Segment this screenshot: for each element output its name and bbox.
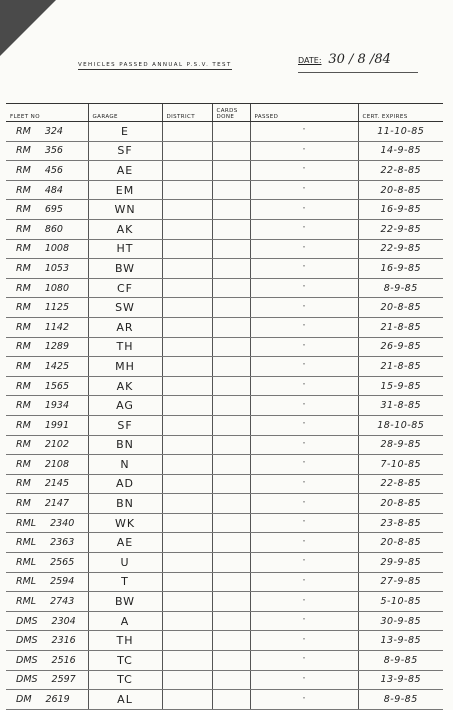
fleet-type: RML bbox=[16, 517, 37, 529]
garage-cell: TH bbox=[88, 337, 162, 357]
fleet-number: 324 bbox=[44, 125, 63, 137]
district-cell bbox=[162, 357, 212, 377]
fleet-number: 2516 bbox=[51, 654, 76, 666]
cards-done-cell bbox=[212, 219, 250, 239]
cert-expires-cell: 29-9-85 bbox=[358, 553, 443, 573]
fleet-no-cell bbox=[6, 278, 88, 298]
fleet-no-cell bbox=[6, 435, 88, 455]
passed-cell: " bbox=[250, 494, 358, 514]
fleet-type: RM bbox=[16, 380, 31, 392]
col-header-fleet-no: FLEET NO bbox=[6, 104, 88, 122]
table-row bbox=[6, 415, 443, 435]
fleet-type: RM bbox=[16, 498, 31, 510]
table-row bbox=[6, 553, 443, 573]
cert-expires-cell: 20-8-85 bbox=[358, 533, 443, 553]
fleet-number: 2597 bbox=[51, 674, 76, 686]
fleet-number: 2304 bbox=[51, 615, 76, 627]
passed-cell: " bbox=[250, 690, 358, 710]
fleet-no-cell bbox=[6, 259, 88, 279]
cards-done-cell bbox=[212, 415, 250, 435]
fleet-type: RM bbox=[16, 458, 31, 470]
garage-cell: U bbox=[88, 553, 162, 573]
fleet-no-cell bbox=[6, 651, 88, 671]
fleet-no-cell bbox=[6, 474, 88, 494]
fleet-number: 1289 bbox=[44, 341, 69, 353]
fleet-no-cell bbox=[6, 494, 88, 514]
fleet-no-cell bbox=[6, 670, 88, 690]
district-cell bbox=[162, 219, 212, 239]
fleet-number: 1565 bbox=[44, 380, 69, 392]
garage-cell: SF bbox=[88, 415, 162, 435]
date-underline bbox=[298, 72, 418, 73]
district-cell bbox=[162, 455, 212, 475]
cards-done-cell bbox=[212, 572, 250, 592]
cert-expires-cell: 22-9-85 bbox=[358, 219, 443, 239]
cert-expires-cell: 8-9-85 bbox=[358, 278, 443, 298]
fleet-no-cell bbox=[6, 219, 88, 239]
table-row bbox=[6, 611, 443, 631]
table-row bbox=[6, 180, 443, 200]
fleet-number: 456 bbox=[44, 164, 63, 176]
cards-done-cell bbox=[212, 122, 250, 142]
district-cell bbox=[162, 631, 212, 651]
district-cell bbox=[162, 474, 212, 494]
cert-expires-cell: 22-8-85 bbox=[358, 161, 443, 181]
fleet-type: DMS bbox=[16, 654, 38, 666]
fleet-type: RM bbox=[16, 184, 31, 196]
fleet-number: 2340 bbox=[50, 517, 75, 529]
sheet-title: VEHICLES PASSED ANNUAL P.S.V. TEST bbox=[78, 62, 232, 68]
cards-done-cell bbox=[212, 435, 250, 455]
district-cell bbox=[162, 298, 212, 318]
fleet-type: RM bbox=[16, 302, 31, 314]
date-field bbox=[298, 52, 391, 67]
cert-expires-cell: 8-9-85 bbox=[358, 651, 443, 671]
fleet-type: DMS bbox=[16, 635, 38, 647]
col-header-cards-done: CARDS DONE bbox=[212, 104, 250, 122]
cert-expires-cell: 14-9-85 bbox=[358, 141, 443, 161]
fleet-no-cell bbox=[6, 376, 88, 396]
fleet-no-cell bbox=[6, 631, 88, 651]
garage-cell: A bbox=[88, 611, 162, 631]
cards-done-cell bbox=[212, 533, 250, 553]
cards-done-cell bbox=[212, 141, 250, 161]
cert-expires-cell: 5-10-85 bbox=[358, 592, 443, 612]
fleet-number: 2594 bbox=[50, 576, 75, 588]
district-cell bbox=[162, 690, 212, 710]
table-row bbox=[6, 592, 443, 612]
fleet-no-cell bbox=[6, 141, 88, 161]
table-row bbox=[6, 161, 443, 181]
district-cell bbox=[162, 611, 212, 631]
fleet-no-cell bbox=[6, 455, 88, 475]
garage-cell: SF bbox=[88, 141, 162, 161]
district-cell bbox=[162, 278, 212, 298]
passed-cell: " bbox=[250, 200, 358, 220]
cards-done-cell bbox=[212, 690, 250, 710]
passed-cell: " bbox=[250, 474, 358, 494]
col-header-garage: GARAGE bbox=[88, 104, 162, 122]
cards-done-cell bbox=[212, 200, 250, 220]
fleet-no-cell bbox=[6, 572, 88, 592]
garage-cell: AE bbox=[88, 533, 162, 553]
garage-cell: TH bbox=[88, 631, 162, 651]
fleet-no-cell bbox=[6, 553, 88, 573]
garage-cell: T bbox=[88, 572, 162, 592]
district-cell bbox=[162, 435, 212, 455]
cert-expires-cell: 21-8-85 bbox=[358, 317, 443, 337]
passed-cell: " bbox=[250, 259, 358, 279]
cert-expires-cell: 16-9-85 bbox=[358, 259, 443, 279]
cert-expires-cell: 20-8-85 bbox=[358, 298, 443, 318]
fleet-no-cell bbox=[6, 239, 88, 259]
fleet-no-cell bbox=[6, 298, 88, 318]
fleet-type: RM bbox=[16, 262, 31, 274]
cards-done-cell bbox=[212, 396, 250, 416]
garage-cell: N bbox=[88, 455, 162, 475]
fleet-no-cell bbox=[6, 690, 88, 710]
passed-cell: " bbox=[250, 415, 358, 435]
table-row bbox=[6, 513, 443, 533]
passed-cell: " bbox=[250, 651, 358, 671]
table-row bbox=[6, 337, 443, 357]
fleet-number: 2108 bbox=[44, 458, 69, 470]
garage-cell: MH bbox=[88, 357, 162, 377]
garage-cell: TC bbox=[88, 651, 162, 671]
cards-done-cell bbox=[212, 455, 250, 475]
fleet-no-cell bbox=[6, 357, 88, 377]
fleet-number: 356 bbox=[44, 145, 63, 157]
table-row bbox=[6, 690, 443, 710]
table-row bbox=[6, 259, 443, 279]
passed-cell: " bbox=[250, 357, 358, 377]
cards-done-cell bbox=[212, 631, 250, 651]
page-corner-fold bbox=[0, 0, 56, 56]
cert-expires-cell: 20-8-85 bbox=[358, 180, 443, 200]
district-cell bbox=[162, 553, 212, 573]
cards-done-cell bbox=[212, 278, 250, 298]
fleet-type: RML bbox=[16, 537, 37, 549]
garage-cell: AG bbox=[88, 396, 162, 416]
garage-cell: SW bbox=[88, 298, 162, 318]
fleet-no-cell bbox=[6, 161, 88, 181]
table-row bbox=[6, 651, 443, 671]
fleet-no-cell bbox=[6, 317, 88, 337]
cards-done-cell bbox=[212, 376, 250, 396]
fleet-number: 1008 bbox=[44, 243, 69, 255]
garage-cell: AE bbox=[88, 161, 162, 181]
fleet-type: RML bbox=[16, 556, 37, 568]
col-header-cert-expires: CERT. EXPIRES bbox=[358, 104, 443, 122]
district-cell bbox=[162, 180, 212, 200]
passed-cell: " bbox=[250, 396, 358, 416]
passed-cell: " bbox=[250, 337, 358, 357]
garage-cell: HT bbox=[88, 239, 162, 259]
col-header-district: DISTRICT bbox=[162, 104, 212, 122]
cards-done-cell bbox=[212, 161, 250, 181]
fleet-number: 695 bbox=[44, 204, 63, 216]
table-row bbox=[6, 317, 443, 337]
cards-done-cell bbox=[212, 474, 250, 494]
table-row bbox=[6, 122, 443, 142]
district-cell bbox=[162, 122, 212, 142]
garage-cell: CF bbox=[88, 278, 162, 298]
fleet-number: 1080 bbox=[44, 282, 69, 294]
fleet-number: 2102 bbox=[44, 439, 69, 451]
table-row bbox=[6, 474, 443, 494]
fleet-no-cell bbox=[6, 396, 88, 416]
cert-expires-cell: 18-10-85 bbox=[358, 415, 443, 435]
fleet-number: 2145 bbox=[44, 478, 69, 490]
table-row bbox=[6, 533, 443, 553]
cards-done-cell bbox=[212, 298, 250, 318]
fleet-type: RM bbox=[16, 321, 31, 333]
cert-expires-cell: 11-10-85 bbox=[358, 122, 443, 142]
col-header-passed: PASSED bbox=[250, 104, 358, 122]
fleet-number: 2619 bbox=[45, 694, 70, 706]
garage-cell: E bbox=[88, 122, 162, 142]
garage-cell: BW bbox=[88, 592, 162, 612]
fleet-type: RM bbox=[16, 478, 31, 490]
fleet-number: 1142 bbox=[44, 321, 69, 333]
table-row bbox=[6, 278, 443, 298]
cert-expires-cell: 8-9-85 bbox=[358, 690, 443, 710]
garage-cell: AL bbox=[88, 690, 162, 710]
fleet-no-cell bbox=[6, 513, 88, 533]
passed-cell: " bbox=[250, 455, 358, 475]
cert-expires-cell: 13-9-85 bbox=[358, 631, 443, 651]
fleet-number: 1053 bbox=[44, 262, 69, 274]
cert-expires-cell: 15-9-85 bbox=[358, 376, 443, 396]
district-cell bbox=[162, 572, 212, 592]
fleet-type: RM bbox=[16, 125, 31, 137]
garage-cell: BW bbox=[88, 259, 162, 279]
district-cell bbox=[162, 239, 212, 259]
passed-cell: " bbox=[250, 572, 358, 592]
district-cell bbox=[162, 396, 212, 416]
district-cell bbox=[162, 317, 212, 337]
cert-expires-cell: 22-9-85 bbox=[358, 239, 443, 259]
cards-done-cell bbox=[212, 337, 250, 357]
fleet-type: RM bbox=[16, 419, 31, 431]
district-cell bbox=[162, 141, 212, 161]
passed-cell: " bbox=[250, 513, 358, 533]
passed-cell: " bbox=[250, 376, 358, 396]
cards-done-cell bbox=[212, 611, 250, 631]
passed-cell: " bbox=[250, 533, 358, 553]
cert-expires-cell: 28-9-85 bbox=[358, 435, 443, 455]
table-row bbox=[6, 141, 443, 161]
cards-done-cell bbox=[212, 259, 250, 279]
garage-cell: BN bbox=[88, 435, 162, 455]
garage-cell: WK bbox=[88, 513, 162, 533]
cards-done-cell bbox=[212, 494, 250, 514]
garage-cell: EM bbox=[88, 180, 162, 200]
passed-cell: " bbox=[250, 298, 358, 318]
cards-done-cell bbox=[212, 513, 250, 533]
cert-expires-cell: 26-9-85 bbox=[358, 337, 443, 357]
fleet-type: RM bbox=[16, 145, 31, 157]
fleet-type: RM bbox=[16, 341, 31, 353]
fleet-no-cell bbox=[6, 611, 88, 631]
fleet-type: RML bbox=[16, 576, 37, 588]
fleet-number: 2316 bbox=[51, 635, 76, 647]
fleet-type: RM bbox=[16, 204, 31, 216]
fleet-type: DMS bbox=[16, 674, 38, 686]
table-row bbox=[6, 494, 443, 514]
garage-cell: AK bbox=[88, 219, 162, 239]
passed-cell: " bbox=[250, 631, 358, 651]
vehicle-table bbox=[6, 103, 443, 710]
passed-cell: " bbox=[250, 239, 358, 259]
cert-expires-cell: 20-8-85 bbox=[358, 494, 443, 514]
cards-done-cell bbox=[212, 670, 250, 690]
cards-done-cell bbox=[212, 317, 250, 337]
date-label: DATE: bbox=[298, 56, 322, 65]
passed-cell: " bbox=[250, 141, 358, 161]
table-header-row bbox=[6, 104, 443, 122]
cert-expires-cell: 31-8-85 bbox=[358, 396, 443, 416]
cert-expires-cell: 27-9-85 bbox=[358, 572, 443, 592]
district-cell bbox=[162, 415, 212, 435]
fleet-no-cell bbox=[6, 415, 88, 435]
date-value: 30 / 8 /84 bbox=[328, 52, 391, 67]
table-row bbox=[6, 572, 443, 592]
fleet-number: 1425 bbox=[44, 360, 69, 372]
table-row bbox=[6, 396, 443, 416]
passed-cell: " bbox=[250, 317, 358, 337]
table-row bbox=[6, 435, 443, 455]
passed-cell: " bbox=[250, 219, 358, 239]
district-cell bbox=[162, 161, 212, 181]
fleet-number: 2147 bbox=[44, 498, 69, 510]
district-cell bbox=[162, 259, 212, 279]
fleet-type: RM bbox=[16, 243, 31, 255]
district-cell bbox=[162, 533, 212, 553]
table-row bbox=[6, 376, 443, 396]
fleet-number: 2743 bbox=[50, 596, 75, 608]
fleet-no-cell bbox=[6, 337, 88, 357]
table-row bbox=[6, 357, 443, 377]
fleet-type: RM bbox=[16, 282, 31, 294]
garage-cell: AR bbox=[88, 317, 162, 337]
fleet-no-cell bbox=[6, 533, 88, 553]
fleet-number: 1934 bbox=[44, 400, 69, 412]
fleet-number: 860 bbox=[44, 223, 63, 235]
table-row bbox=[6, 239, 443, 259]
passed-cell: " bbox=[250, 435, 358, 455]
passed-cell: " bbox=[250, 670, 358, 690]
garage-cell: WN bbox=[88, 200, 162, 220]
cert-expires-cell: 13-9-85 bbox=[358, 670, 443, 690]
table-row bbox=[6, 219, 443, 239]
fleet-number: 1125 bbox=[44, 302, 69, 314]
fleet-number: 484 bbox=[44, 184, 63, 196]
district-cell bbox=[162, 670, 212, 690]
fleet-number: 2565 bbox=[50, 556, 75, 568]
fleet-no-cell bbox=[6, 592, 88, 612]
cards-done-cell bbox=[212, 592, 250, 612]
cert-expires-cell: 16-9-85 bbox=[358, 200, 443, 220]
cert-expires-cell: 22-8-85 bbox=[358, 474, 443, 494]
fleet-type: RM bbox=[16, 360, 31, 372]
passed-cell: " bbox=[250, 553, 358, 573]
district-cell bbox=[162, 513, 212, 533]
district-cell bbox=[162, 592, 212, 612]
garage-cell: BN bbox=[88, 494, 162, 514]
table-row bbox=[6, 631, 443, 651]
table-row bbox=[6, 298, 443, 318]
fleet-no-cell bbox=[6, 122, 88, 142]
cert-expires-cell: 7-10-85 bbox=[358, 455, 443, 475]
cert-expires-cell: 23-8-85 bbox=[358, 513, 443, 533]
passed-cell: " bbox=[250, 122, 358, 142]
fleet-type: RM bbox=[16, 164, 31, 176]
district-cell bbox=[162, 651, 212, 671]
cards-done-cell bbox=[212, 239, 250, 259]
fleet-type: RM bbox=[16, 439, 31, 451]
cards-done-cell bbox=[212, 357, 250, 377]
cards-done-cell bbox=[212, 180, 250, 200]
cards-done-cell bbox=[212, 651, 250, 671]
fleet-no-cell bbox=[6, 180, 88, 200]
table-row bbox=[6, 200, 443, 220]
district-cell bbox=[162, 376, 212, 396]
table-row bbox=[6, 670, 443, 690]
fleet-type: DMS bbox=[16, 615, 38, 627]
passed-cell: " bbox=[250, 180, 358, 200]
fleet-no-cell bbox=[6, 200, 88, 220]
district-cell bbox=[162, 494, 212, 514]
fleet-type: RM bbox=[16, 400, 31, 412]
fleet-number: 2363 bbox=[50, 537, 75, 549]
passed-cell: " bbox=[250, 611, 358, 631]
garage-cell: AD bbox=[88, 474, 162, 494]
passed-cell: " bbox=[250, 161, 358, 181]
passed-cell: " bbox=[250, 278, 358, 298]
fleet-number: 1991 bbox=[44, 419, 69, 431]
fleet-type: RML bbox=[16, 596, 37, 608]
passed-cell: " bbox=[250, 592, 358, 612]
garage-cell: TC bbox=[88, 670, 162, 690]
cards-done-cell bbox=[212, 553, 250, 573]
cert-expires-cell: 30-9-85 bbox=[358, 611, 443, 631]
fleet-type: RM bbox=[16, 223, 31, 235]
cert-expires-cell: 21-8-85 bbox=[358, 357, 443, 377]
table-row bbox=[6, 455, 443, 475]
fleet-type: DM bbox=[16, 694, 32, 706]
district-cell bbox=[162, 200, 212, 220]
garage-cell: AK bbox=[88, 376, 162, 396]
district-cell bbox=[162, 337, 212, 357]
